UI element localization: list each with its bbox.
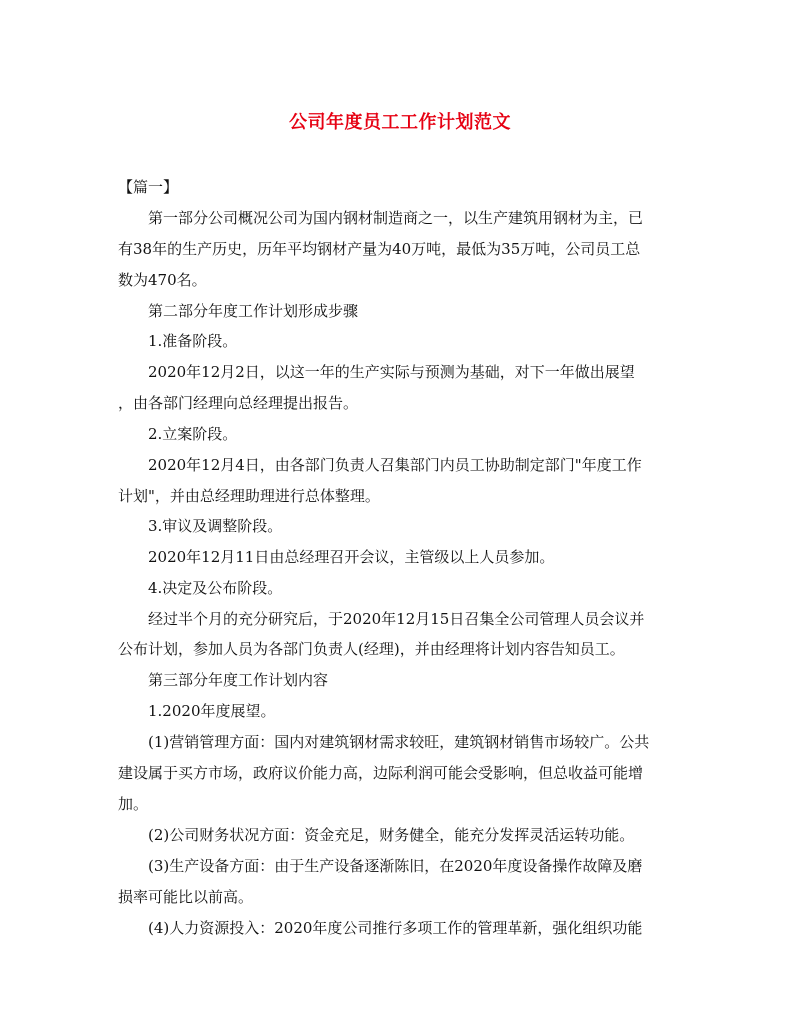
paragraph-line: 1.准备阶段。 <box>148 332 238 350</box>
paragraph-line: 建设属于买方市场，政府议价能力高，边际利润可能会受影响，但总收益可能增 <box>118 764 644 782</box>
paragraph-line: 3.审议及调整阶段。 <box>148 517 283 535</box>
paragraph-line: 1.2020年度展望。 <box>148 702 276 720</box>
paragraph-line: 加。 <box>118 795 149 813</box>
paragraph-line: 2020年12月11日由总经理召开会议，主管级以上人员参加。 <box>148 548 555 566</box>
document-title: 公司年度员工工作计划范文 <box>289 112 511 133</box>
paragraph-line: 经过半个月的充分研究后，于2020年12月15日召集全公司管理人员会议并 <box>148 610 645 628</box>
paragraph-line: 2020年12月2日，以这一年的生产实际与预测为基础，对下一年做出展望 <box>148 363 635 381</box>
section-heading: 【篇一】 <box>118 178 179 196</box>
paragraph-line: (4)人力资源投入：2020年度公司推行多项工作的管理革新，强化组织功能 <box>148 919 643 937</box>
paragraph-line: 第一部分公司概况公司为国内钢材制造商之一，以生产建筑用钢材为主，已 <box>148 209 644 227</box>
paragraph-line: 2020年12月4日，由各部门负责人召集部门内员工协助制定部门"年度工作 <box>148 456 642 474</box>
paragraph-line: 计划"，并由总经理助理进行总体整理。 <box>118 487 380 505</box>
paragraph-line: 有38年的生产历史，历年平均钢材产量为40万吨，最低为35万吨，公司员工总 <box>118 240 641 258</box>
paragraph-line: 4.决定及公布阶段。 <box>148 579 283 597</box>
paragraph-line: ，由各部门经理向总经理提出报告。 <box>118 394 359 412</box>
paragraph-line: 第三部分年度工作计划内容 <box>148 671 329 689</box>
paragraph-line: 数为470名。 <box>118 271 207 289</box>
paragraph-line: (1)营销管理方面：国内对建筑钢材需求较旺，建筑钢材销售市场较广。公共 <box>148 733 650 751</box>
paragraph-line: 公布计划，参加人员为各部门负责人(经理)，并由经理将计划内容告知员工。 <box>118 640 625 658</box>
paragraph-line: 损率可能比以前高。 <box>118 888 254 906</box>
paragraph-line: (3)生产设备方面：由于生产设备逐渐陈旧，在2020年度设备操作故障及磨 <box>148 857 643 875</box>
paragraph-line: 第二部分年度工作计划形成步骤 <box>148 302 359 320</box>
paragraph-line: (2)公司财务状况方面：资金充足，财务健全，能充分发挥灵活运转功能。 <box>148 826 635 844</box>
paragraph-line: 2.立案阶段。 <box>148 425 238 443</box>
